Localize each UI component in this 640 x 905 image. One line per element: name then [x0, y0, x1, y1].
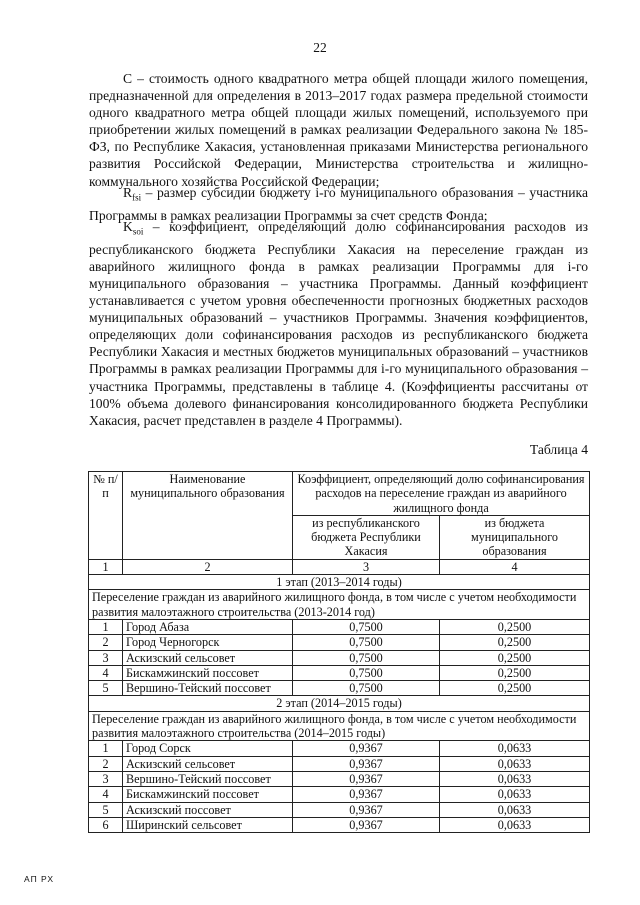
row-municipal-coef: 0,0633: [440, 817, 590, 832]
coefficient-table: [88, 471, 590, 833]
table-row: [89, 650, 590, 665]
row-republican-coef: 0,9367: [293, 817, 440, 832]
stage2-description: Переселение граждан из аварийного жилищного фонда, в том числе с учетом необходимости развития малоэтажного строительства (2014–2015 годы): [89, 711, 590, 741]
index-cell: 3: [293, 559, 440, 574]
stage1-desc-row: [89, 590, 590, 620]
stage2-title: 2 этап (2014–2015 годы): [89, 696, 590, 711]
row-municipality: Вершино-Тейский поссовет: [123, 681, 293, 696]
table-row: [89, 741, 590, 756]
table-row: [89, 619, 590, 634]
symbol-r-subscript: fsi: [132, 192, 142, 203]
row-number: 3: [89, 650, 123, 665]
stage1-title: 1 этап (2013–2014 годы): [89, 575, 590, 590]
table-row: [89, 787, 590, 802]
row-republican-coef: 0,9367: [293, 802, 440, 817]
stage1-title-row: [89, 575, 590, 590]
row-number: 4: [89, 787, 123, 802]
row-number: 4: [89, 665, 123, 680]
row-number: 5: [89, 802, 123, 817]
row-republican-coef: 0,9367: [293, 741, 440, 756]
table-row: [89, 817, 590, 832]
row-municipality: Вершино-Тейский поссовет: [123, 771, 293, 786]
row-republican-coef: 0,7500: [293, 635, 440, 650]
row-municipal-coef: 0,2500: [440, 635, 590, 650]
footer-stamp: АП РХ: [24, 874, 55, 884]
header-municipality: Наименование муниципального образования: [123, 472, 293, 560]
index-cell: 1: [89, 559, 123, 574]
row-republican-coef: 0,9367: [293, 787, 440, 802]
row-republican-coef: 0,7500: [293, 619, 440, 634]
row-municipality: Аскизский сельсовет: [123, 756, 293, 771]
row-municipal-coef: 0,2500: [440, 665, 590, 680]
table-row: [89, 681, 590, 696]
row-municipality: Аскизский сельсовет: [123, 650, 293, 665]
header-coefficient: Коэффициент, определяющий долю софинансирования расходов на переселение граждан из аварийного жилищного фонда: [293, 472, 590, 516]
row-municipal-coef: 0,0633: [440, 787, 590, 802]
row-republican-coef: 0,7500: [293, 665, 440, 680]
row-number: 3: [89, 771, 123, 786]
table-row: [89, 756, 590, 771]
table-row: [89, 802, 590, 817]
paragraph-coefficient-text: – коэффициент, определяющий долю софинансирования расходов из республиканского бюджета Республики Хакасия на переселение граждан из аварийного жилищного фонда в рамках реализации Программы для i-го муниципального образования – участника Программы. Данный коэффициент устанавливается с учетом уровня обеспеченности прогнозных бюджетных расходов муниципальных образований – участников Программы. Значения коэффициентов, определяющих доли софинансирования расходов из республиканского бюджета Республики Хакасия и местных бюджетов муниципальных образований – участников Программы в рамках реализации Программы для i-го муниципального образования – участника Программы, представлены в таблице 4. (Коэффициенты рассчитаны от 100% объема долевого финансирования консолидированного бюджета Республики Хакасия, расчет представлен в разделе 4 Программы).: [89, 219, 588, 428]
paragraph-coefficient-definition: [89, 218, 588, 429]
row-municipal-coef: 0,0633: [440, 802, 590, 817]
paragraph-subsidy-text: – размер субсидии бюджету i-го муниципального образования – участника Программы в рамках реализации Программы за счет средств Фонда;: [89, 185, 588, 223]
index-cell: 4: [440, 559, 590, 574]
table-index-row: [89, 559, 590, 574]
stage2-title-row: [89, 696, 590, 711]
symbol-r: R: [123, 185, 133, 200]
row-municipality: Ширинский сельсовет: [123, 817, 293, 832]
header-number: № п/п: [89, 472, 123, 560]
table-caption: Таблица 4: [529, 442, 588, 457]
row-number: 6: [89, 817, 123, 832]
header-republican-budget: из республиканского бюджета Республики Хакасия: [293, 515, 440, 559]
row-municipality: Город Абаза: [123, 619, 293, 634]
row-republican-coef: 0,9367: [293, 771, 440, 786]
row-municipal-coef: 0,0633: [440, 771, 590, 786]
table-row: [89, 665, 590, 680]
stage1-description: Переселение граждан из аварийного жилищного фонда, в том числе с учетом необходимости развития малоэтажного строительства (2013-2014 год): [89, 590, 590, 620]
table-header-row: [89, 472, 590, 516]
symbol-k: K: [123, 219, 133, 234]
row-municipal-coef: 0,2500: [440, 650, 590, 665]
row-municipal-coef: 0,0633: [440, 756, 590, 771]
row-republican-coef: 0,7500: [293, 681, 440, 696]
row-number: 1: [89, 619, 123, 634]
symbol-k-subscript: soi: [132, 226, 144, 237]
row-municipal-coef: 0,2500: [440, 681, 590, 696]
table-row: [89, 635, 590, 650]
table-row: [89, 771, 590, 786]
row-number: 5: [89, 681, 123, 696]
row-municipality: Аскизский поссовет: [123, 802, 293, 817]
row-municipality: Бискамжинский поссовет: [123, 787, 293, 802]
paragraph-cost-definition: С – стоимость одного квадратного метра общей площади жилого помещения, предназначенной для определения в 2013–2017 годах размера предельной стоимости одного квадратного метра общей площади жилых помещений, используемого при приобретении жилых помещений в рамках реализации Федерального закона № 185-ФЗ, по Республике Хакасия, установленная приказами Министерства регионального развития Российской Федерации, Министерства строительства и жилищно-коммунального хозяйства Российской Федерации;: [89, 71, 588, 189]
row-municipality: Город Сорск: [123, 741, 293, 756]
page-number: 22: [313, 40, 327, 55]
header-municipal-budget: из бюджета муниципального образования: [440, 515, 590, 559]
stage2-desc-row: [89, 711, 590, 741]
row-number: 1: [89, 741, 123, 756]
row-municipality: Бискамжинский поссовет: [123, 665, 293, 680]
row-municipal-coef: 0,0633: [440, 741, 590, 756]
index-cell: 2: [123, 559, 293, 574]
row-number: 2: [89, 756, 123, 771]
row-municipality: Город Черногорск: [123, 635, 293, 650]
row-republican-coef: 0,7500: [293, 650, 440, 665]
row-municipal-coef: 0,2500: [440, 619, 590, 634]
row-republican-coef: 0,9367: [293, 756, 440, 771]
row-number: 2: [89, 635, 123, 650]
